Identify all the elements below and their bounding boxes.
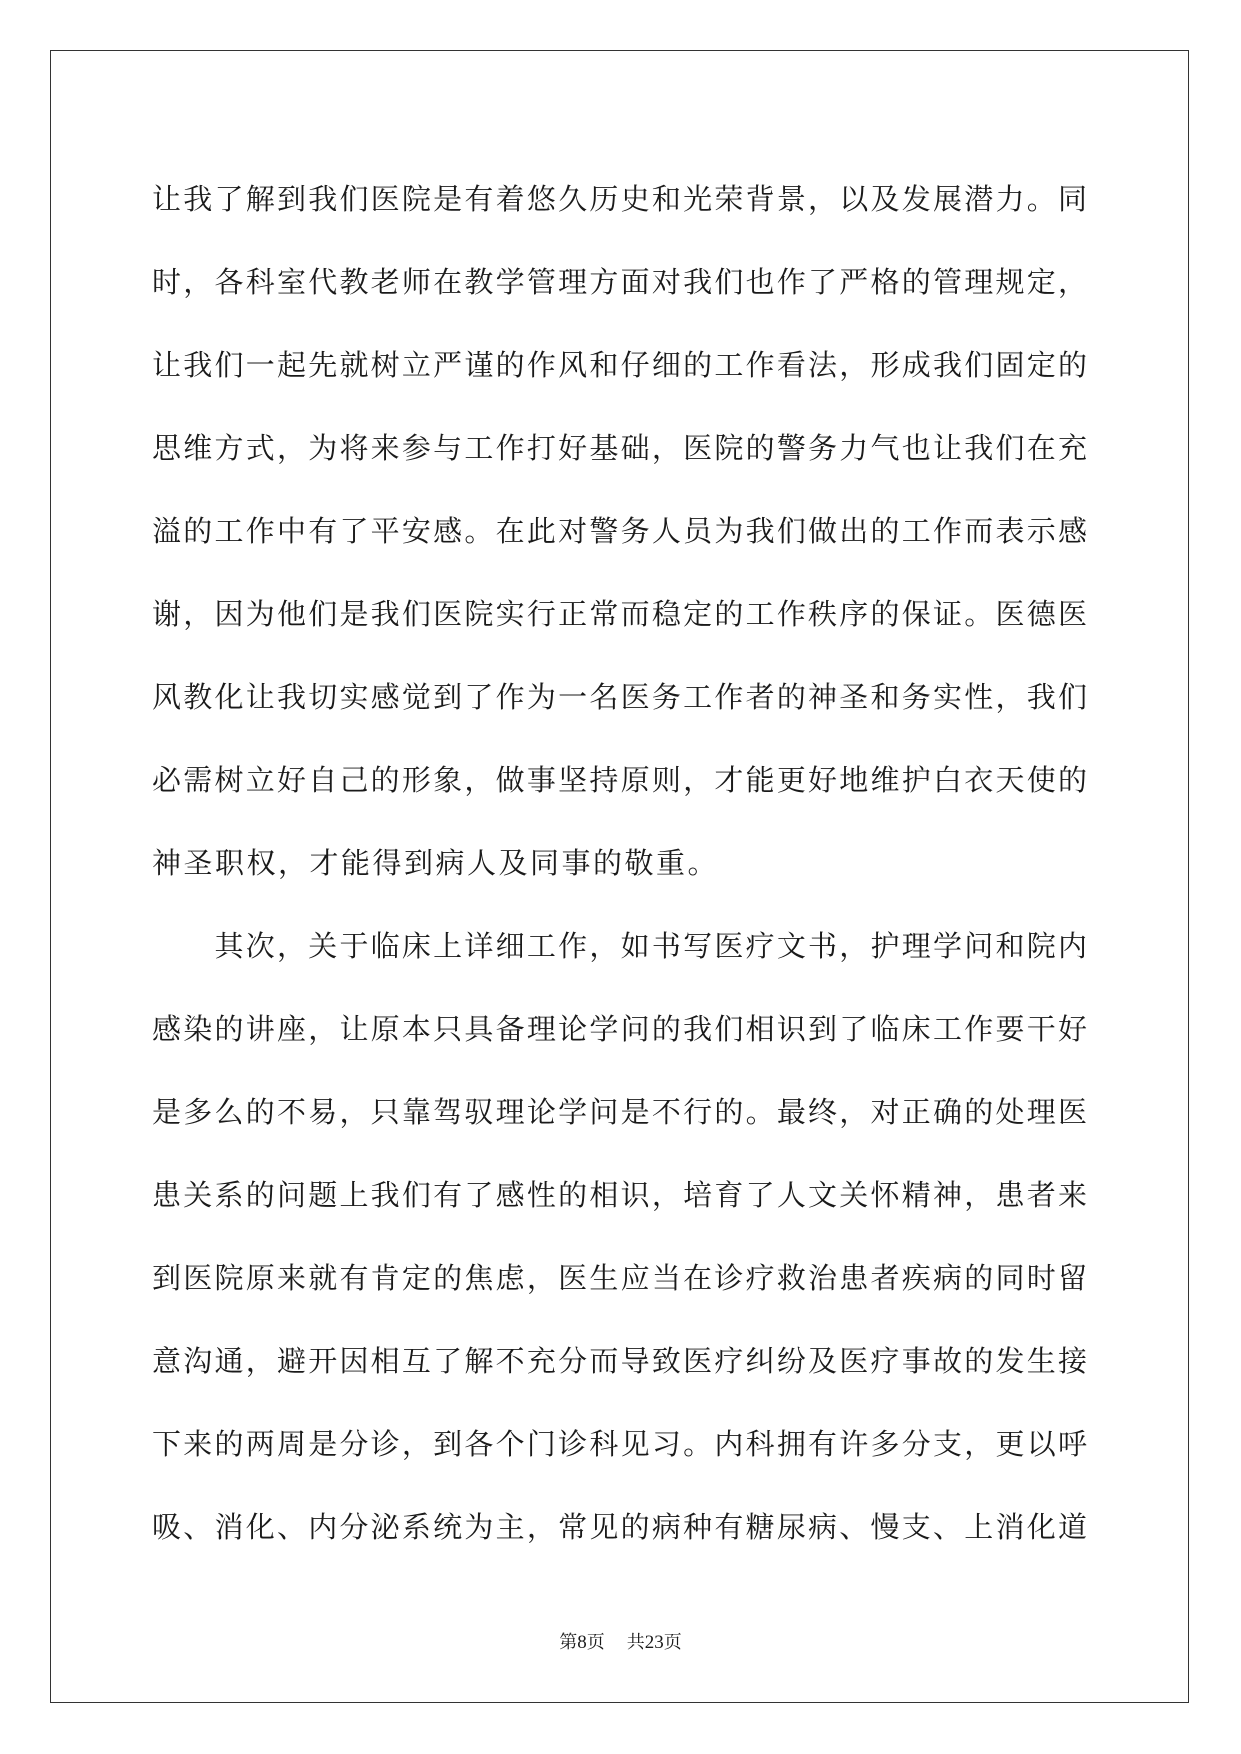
text-line: 溢的工作中有了平安感。在此对警务人员为我们做出的工作而表示感 <box>152 514 1087 548</box>
text-line: 感染的讲座，让原本只具备理论学问的我们相识到了临床工作要干好 <box>152 1012 1087 1046</box>
text-line: 患关系的问题上我们有了感性的相识，培育了人文关怀精神，患者来 <box>152 1178 1087 1212</box>
page-suffix: 页 <box>586 1632 605 1653</box>
page-prefix: 第 <box>559 1632 578 1653</box>
total-prefix: 共 <box>626 1632 645 1653</box>
text-line: 谢，因为他们是我们医院实行正常而稳定的工作秩序的保证。医德医 <box>152 597 1087 631</box>
text-line: 吸、消化、内分泌系统为主，常见的病种有糖尿病、慢支、上消化道 <box>152 1510 1087 1544</box>
page-number: 8 <box>577 1632 587 1653</box>
text-line: 意沟通，避开因相互了解不充分而导致医疗纠纷及医疗事故的发生接 <box>152 1344 1087 1378</box>
document-body <box>152 158 1087 1569</box>
text-line: 到医院原来就有肯定的焦虑，医生应当在诊疗救治患者疾病的同时留 <box>152 1261 1087 1295</box>
text-line: 让我了解到我们医院是有着悠久历史和光荣背景，以及发展潜力。同 <box>152 182 1087 216</box>
text-line: 时，各科室代教老师在教学管理方面对我们也作了严格的管理规定， <box>152 265 1087 299</box>
total-pages: 23 <box>644 1632 664 1653</box>
text-line: 神圣职权，才能得到病人及同事的敬重。 <box>152 846 720 880</box>
text-line: 必需树立好自己的形象，做事坚持原则，才能更好地维护白衣天使的 <box>152 763 1087 797</box>
page-footer <box>0 1628 1241 1654</box>
text-line: 让我们一起先就树立严谨的作风和仔细的工作看法，形成我们固定的 <box>152 348 1087 382</box>
text-line: 其次，关于临床上详细工作，如书写医疗文书，护理学问和院内 <box>152 929 1087 963</box>
text-line: 下来的两周是分诊，到各个门诊科见习。内科拥有许多分支，更以呼 <box>152 1427 1087 1461</box>
total-suffix: 页 <box>663 1632 682 1653</box>
text-line: 思维方式，为将来参与工作打好基础，医院的警务力气也让我们在充 <box>152 431 1087 465</box>
text-line: 是多么的不易，只靠驾驭理论学问是不行的。最终，对正确的处理医 <box>152 1095 1087 1129</box>
text-line: 风教化让我切实感觉到了作为一名医务工作者的神圣和务实性，我们 <box>152 680 1087 714</box>
